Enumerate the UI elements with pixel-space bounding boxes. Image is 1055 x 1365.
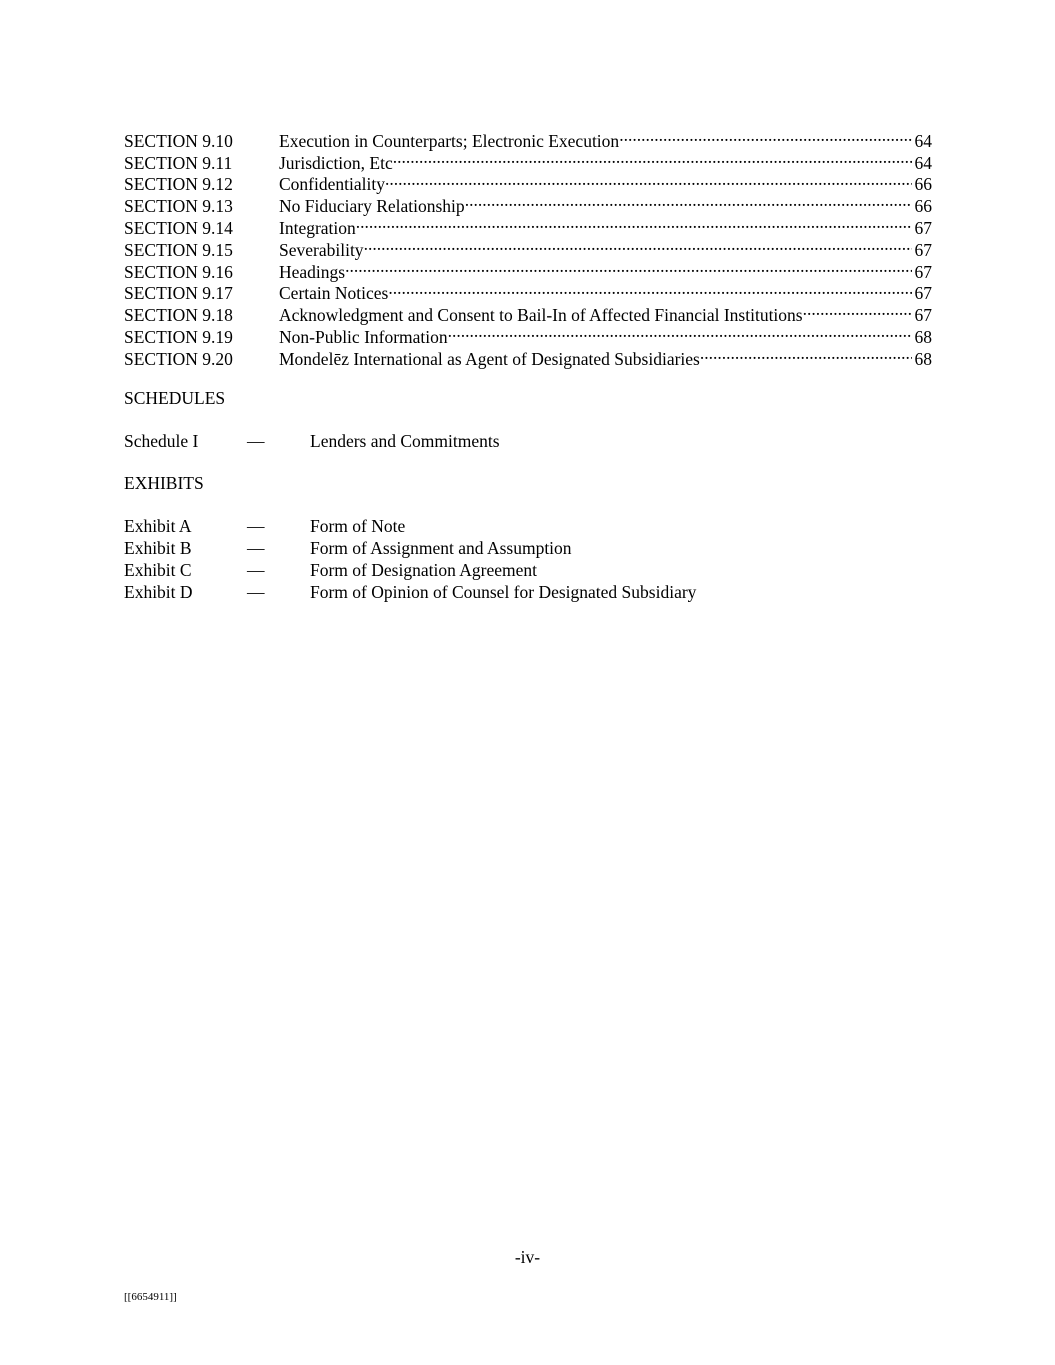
section-number: SECTION 9.11 [124,152,233,173]
schedules-list [124,430,500,452]
section-title: Jurisdiction, Etc [279,152,393,173]
table-of-contents [124,125,932,369]
exhibit-label: Exhibit A [124,516,192,536]
page-ref: 68 [914,326,932,347]
em-dash: — [247,582,265,602]
schedule-description: Lenders and Commitments [310,431,500,451]
section-title: Confidentiality [279,174,385,195]
dot-leader [619,125,911,147]
schedules-heading: SCHEDULES [124,388,226,408]
page-ref: 66 [914,174,932,195]
page-ref: 68 [914,348,932,369]
dot-leader [388,278,911,300]
dot-leader [385,169,912,191]
section-title: Headings [279,261,346,282]
exhibits-list [124,515,696,603]
section-number: SECTION 9.12 [124,174,233,195]
section-title: Mondelēz International as Agent of Designated Subsidiaries [279,348,700,369]
exhibit-description: Form of Designation Agreement [310,560,537,580]
page-ref: 64 [914,130,932,151]
section-number: SECTION 9.15 [124,239,233,260]
exhibit-description: Form of Note [310,516,406,536]
dot-leader [448,321,912,343]
exhibit-label: Exhibit B [124,538,192,558]
list-item [124,537,696,559]
section-title: Severability [279,239,364,260]
dot-leader [803,299,912,321]
section-title: Non-Public Information [279,326,448,347]
page-ref: 67 [914,283,932,304]
section-number: SECTION 9.16 [124,261,233,282]
section-number: SECTION 9.19 [124,326,233,347]
em-dash: — [247,560,265,580]
section-title: Integration [279,217,356,238]
exhibit-description: Form of Opinion of Counsel for Designated Subsidiary [310,582,697,602]
section-number: SECTION 9.10 [124,130,233,151]
exhibit-label: Exhibit D [124,582,193,602]
page-ref: 67 [914,239,932,260]
section-number: SECTION 9.18 [124,305,233,326]
list-item [124,559,696,581]
list-item [124,515,696,537]
em-dash: — [247,431,265,451]
dot-leader [356,212,912,234]
list-item [124,430,500,452]
exhibit-label: Exhibit C [124,560,192,580]
schedule-label: Schedule I [124,431,199,451]
section-number: SECTION 9.14 [124,217,233,238]
page-ref: 66 [914,196,932,217]
section-title: No Fiduciary Relationship [279,196,465,217]
page-ref: 64 [914,152,932,173]
dot-leader [393,147,912,169]
page-ref: 67 [914,261,932,282]
dot-leader [465,190,912,212]
section-number: SECTION 9.17 [124,283,233,304]
dot-leader [364,234,912,256]
exhibits-heading: EXHIBITS [124,473,204,493]
toc-row [124,125,932,151]
dot-leader [345,256,911,278]
section-number: SECTION 9.20 [124,348,233,369]
section-title: Certain Notices [279,283,389,304]
document-id: [[6654911]] [124,1291,177,1303]
section-title: Execution in Counterparts; Electronic Execution [279,130,620,151]
page-number: -iv- [514,1247,541,1267]
section-title: Acknowledgment and Consent to Bail-In of Affected Financial Institutions [279,305,803,326]
section-number: SECTION 9.13 [124,196,233,217]
page-ref: 67 [914,305,932,326]
list-item [124,581,696,603]
em-dash: — [247,516,265,536]
page-ref: 67 [914,217,932,238]
em-dash: — [247,538,265,558]
dot-leader [700,343,912,365]
exhibit-description: Form of Assignment and Assumption [310,538,572,558]
